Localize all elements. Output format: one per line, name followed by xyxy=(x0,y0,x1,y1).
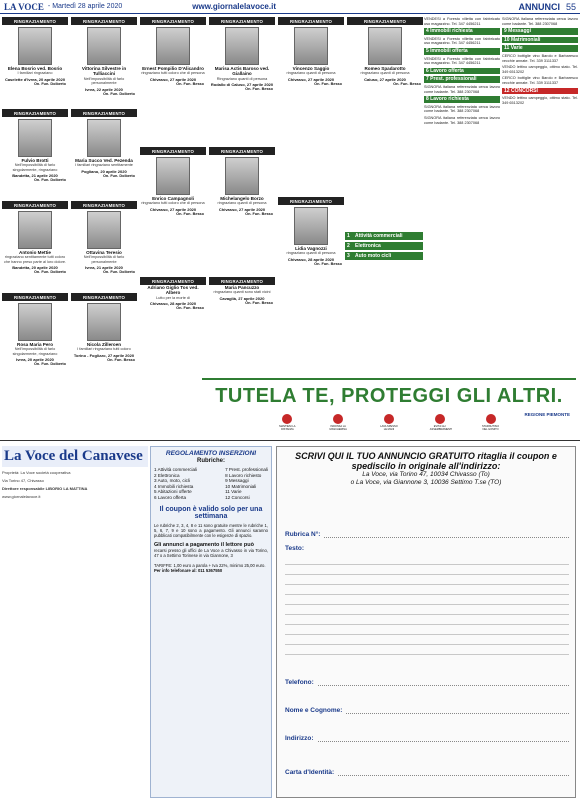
rubric-item: 2 Elettronica xyxy=(154,472,180,478)
classified-item: VENDESI a Foresto villetta con fabbricato uso magazzino. Tel. 347 4456211 xyxy=(424,36,500,46)
obit-label: RINGRAZIAMENTO xyxy=(2,18,68,25)
legend-item xyxy=(345,242,423,250)
obit-funeral: On. Fun. Besso xyxy=(245,300,273,305)
field-line[interactable] xyxy=(318,736,569,742)
rubric-item: 10 Matrimoniali xyxy=(225,483,257,489)
classified-item: SIGNORA italiana referenziata cerca lavoro come badante. Tel. 388 2307068 xyxy=(424,104,500,114)
field-label: Telefono: xyxy=(285,679,314,686)
obit-place: Bandetta, 21 aprile 2020 xyxy=(12,173,58,179)
obit-text: Nell'impossibilità di farlo singolarmente, ringraziano xyxy=(12,347,58,356)
obit-photo xyxy=(156,27,190,65)
category-header xyxy=(424,96,500,103)
form-address-1: La Voce, via Torino 47, 10034 Chivasso (To) xyxy=(362,471,490,478)
masthead-title: La Voce del Canavese xyxy=(2,446,148,467)
rubric-item: 12 Concorsi xyxy=(225,494,250,500)
rubric-list xyxy=(154,467,268,501)
obit-funeral: On. Fun. Dolberto xyxy=(102,270,135,275)
info-phone: Per info telefonare al: 011 5367550 xyxy=(154,567,223,573)
obit-funeral: On. Fun. Dolberto xyxy=(33,270,66,275)
obit-card xyxy=(278,197,344,266)
obit-label: RINGRAZIAMENTO xyxy=(209,278,275,285)
obit-text: ringraziano quanti di persona xyxy=(286,251,336,256)
obit-funeral: On. Fun. Besso xyxy=(245,87,273,92)
rubrica-field[interactable] xyxy=(285,531,569,538)
legend-label: Attività commerciali xyxy=(355,233,403,239)
obit-text: Ringraziano quanti di persona xyxy=(216,76,268,81)
obit-place: Caluso, 27 aprile 2020 xyxy=(364,76,406,82)
obit-funeral: On. Fun. Besso xyxy=(176,81,204,86)
obit-card xyxy=(140,277,206,310)
obit-funeral: On. Fun. Besso xyxy=(107,357,135,362)
field-label: Nome e Cognome: xyxy=(285,707,343,714)
obit-photo xyxy=(294,207,328,245)
icon-label: EVITA GLI ASSEMBRAMENTI xyxy=(429,425,453,431)
obit-place: Torino - Foglizzo, 27 aprile 2020 xyxy=(73,352,135,358)
obit-photo xyxy=(87,27,121,65)
obit-photo xyxy=(225,27,259,65)
tariff-text: TARIFFE: 1,00 euro a parola + Iva 22%, minimo 25,00 euro. xyxy=(154,562,266,568)
obit-name: Lidia Vagnozzi xyxy=(295,246,327,251)
mask-icon xyxy=(328,414,348,431)
legend-item xyxy=(345,232,423,240)
obit-text: Nell'impossibilità di farlo personalmente xyxy=(83,76,125,86)
obit-label: RINGRAZIAMENTO xyxy=(140,18,206,25)
form-title: SCRIVI QUI IL TUO ANNUNCIO GRATUITO ritaglia il coupon e spediscilo in originale all'indirizzo: xyxy=(295,451,557,471)
publisher-address: Via Torino 47, Chivasso xyxy=(2,478,44,483)
obit-photo xyxy=(18,303,52,341)
obit-label: RINGRAZIAMENTO xyxy=(209,148,275,155)
category-header xyxy=(502,88,578,95)
obit-card xyxy=(209,277,275,305)
legend-item xyxy=(345,252,423,260)
telefono-field[interactable] xyxy=(285,679,569,686)
obit-name: Maria Pancuzzo xyxy=(224,285,260,290)
rubric-item: 4 Immobili richiesta xyxy=(154,483,194,489)
obit-card xyxy=(71,17,137,96)
classified-item: VENDESI a Foresto villetta con fabbricato uso magazzino. Tel. 347 4456211 xyxy=(424,17,500,26)
obit-label: RINGRAZIAMENTO xyxy=(140,148,206,155)
page-header xyxy=(0,0,580,14)
indirizzo-field[interactable] xyxy=(285,735,569,742)
rubric-column-right xyxy=(225,467,268,501)
cat-label: Immobili richiesta xyxy=(430,28,473,35)
obit-name: Romeo Spadarotto xyxy=(364,66,406,71)
icon-label: STARNUTISCI NEL GOMITO xyxy=(482,425,500,431)
coupon-form xyxy=(276,446,576,798)
obit-name: Vincenzo Saggio xyxy=(292,66,330,71)
nome-field[interactable] xyxy=(285,707,569,714)
cat-label: Prest. professionali xyxy=(430,76,477,83)
masthead-block xyxy=(2,446,148,499)
obit-text: ringraziano quanti di persona xyxy=(217,201,267,206)
obituary-grid xyxy=(2,17,424,377)
legend-label: Elettronica xyxy=(355,243,381,249)
obit-label: RINGRAZIAMENTO xyxy=(209,18,275,25)
obit-label: RINGRAZIAMENTO xyxy=(71,202,137,209)
paid-ads-title: Gli annunci a pagamento il lettore può xyxy=(154,542,254,549)
rubric-item: 11 Varie xyxy=(225,489,242,495)
brand: LA VOCE xyxy=(4,1,44,12)
rubric-item: 6 Lavoro offerta xyxy=(154,494,187,500)
rubric-item: 1 Attività commerciali xyxy=(154,467,198,472)
obit-card xyxy=(71,109,137,178)
obit-name: Adriano Giglio Tos ved. Albero xyxy=(147,285,199,296)
obit-card xyxy=(278,17,344,86)
obit-label: RINGRAZIAMENTO xyxy=(71,18,137,25)
obit-text: ringraziano quanti di persona xyxy=(286,71,336,76)
classified-item: SIGNORA italiana referenziata cerca lavoro come badante. Tel. 388 2307068 xyxy=(424,115,500,125)
obit-column-4 xyxy=(209,17,277,377)
rubric-item: 5 Abitazioni offerte xyxy=(154,489,192,495)
cat-num: 6 xyxy=(426,67,429,74)
obit-text: I familiari ringraziano xyxy=(17,71,53,76)
rules-text: Le rubriche 2, 3, 4, 8 e 11 sono gratuite mentre le rubriche 1, 5, 6, 7, 9 e 10 sono a pagamento. Gli annunci saranno pubblicati compatibilmente con le esigenze di spazio. xyxy=(154,522,268,538)
obit-card xyxy=(71,293,137,362)
obit-place: Chivasso, 27 aprile 2020 xyxy=(218,206,266,212)
obit-label: RINGRAZIAMENTO xyxy=(2,294,68,301)
obit-text: ringraziano quanti di persona xyxy=(360,71,410,76)
rules-subtitle: Rubriche: xyxy=(196,458,225,464)
obit-text: ringraziano tutti coloro che di persona xyxy=(141,71,205,76)
obit-photo xyxy=(18,211,52,249)
icon-label: MANTIENI LA DISTANZA xyxy=(279,425,296,431)
category-header xyxy=(424,48,500,55)
obit-photo xyxy=(87,303,121,341)
legend-num: 1 xyxy=(347,233,350,239)
obit-name: Rosa Maria Pero xyxy=(17,342,53,347)
obit-card xyxy=(2,17,68,86)
obit-place: Chivasso, 28 aprile 2020 xyxy=(149,301,197,307)
obit-text: Lutto per la morte di xyxy=(156,295,190,300)
obit-photo xyxy=(156,157,190,195)
classified-item: SIGNORA italiana referenziata cerca lavoro come badante. Tel. 388 2307068 xyxy=(424,84,500,94)
cat-label: CONCORSI xyxy=(510,87,538,94)
obit-name: Ottavina Teresio xyxy=(86,250,122,255)
obit-card xyxy=(71,201,137,274)
obit-column-1 xyxy=(2,17,70,377)
cat-num: 4 xyxy=(426,28,429,35)
obit-funeral: On. Fun. Dolberto xyxy=(102,91,135,96)
obit-place: Pogliano, 20 aprile 2020 xyxy=(81,168,127,174)
obit-column-6 xyxy=(347,17,421,377)
category-header xyxy=(502,45,578,52)
field-label: Indirizzo: xyxy=(285,735,314,742)
obit-funeral: On. Fun. Dolberto xyxy=(33,362,66,367)
obit-name: Fulvio Brotti xyxy=(21,158,49,163)
obit-text: I familiari ringraziano sentitamente xyxy=(75,163,133,168)
cat-num: 10 xyxy=(504,36,510,43)
obit-place: Caselette d'Ivrea, 20 aprile 2020 xyxy=(4,76,66,82)
obit-label: RINGRAZIAMENTO xyxy=(71,110,137,117)
obit-text: Nell'impossibilità di farlo singolarmente, ringraziano xyxy=(12,163,58,172)
coupon-validity: Il coupon è valido solo per una settimana xyxy=(159,505,263,520)
obit-funeral: On. Fun. Besso xyxy=(393,81,421,86)
obit-photo xyxy=(87,211,121,249)
region-logo: REGIONE PIEMONTE xyxy=(524,412,570,417)
sneeze-icon xyxy=(481,414,501,431)
distance-icon xyxy=(277,414,297,431)
director: Direttore responsabile LIBORIO LA MATTINA xyxy=(2,486,88,491)
cat-label: Lavoro offerta xyxy=(430,67,464,74)
obit-text: Nell'impossibilità di farlo personalmente xyxy=(83,255,125,264)
cat-label: Immobili offerta xyxy=(430,47,468,54)
cat-num: 9 xyxy=(504,28,507,35)
obit-column-3 xyxy=(140,17,208,377)
field-line[interactable] xyxy=(318,680,569,686)
classified-item: CERCO bottiglie vino Barolo e Barbaresco vecchie annate. Tel. 339 3111337 xyxy=(502,76,578,85)
obit-name: Michelangelo Borzo xyxy=(220,196,264,201)
cat-num: 8 xyxy=(426,96,429,103)
obit-place: Bandetta, 20 aprile 2020 xyxy=(12,265,58,271)
obit-place: Ivrea, 21 aprile 2020 xyxy=(85,265,123,271)
classifieds xyxy=(424,17,578,377)
masthead-site[interactable]: www.giornalelavoce.it xyxy=(2,494,41,499)
category-legend xyxy=(345,230,423,262)
obit-label: RINGRAZIAMENTO xyxy=(278,198,344,205)
obit-name: Maria Succo Ved. Pezenda xyxy=(75,158,133,163)
obit-label: RINGRAZIAMENTO xyxy=(140,278,206,285)
classifieds-column-1 xyxy=(424,17,500,127)
obit-label: RINGRAZIAMENTO xyxy=(278,18,344,25)
obit-card xyxy=(2,201,68,274)
legend-num: 2 xyxy=(347,243,350,249)
crowd-icon xyxy=(429,414,453,431)
obit-column-5 xyxy=(278,17,346,377)
rubric-item: 7 Prest. professionali xyxy=(225,467,268,472)
rubric-item: 8 Lavoro richiesto xyxy=(225,472,262,478)
obit-funeral: On. Fun. Dolberto xyxy=(33,178,66,183)
rubric-item: 9 Messaggi xyxy=(225,478,249,484)
obit-photo xyxy=(368,27,402,65)
rubric-column-left xyxy=(154,467,197,501)
paid-ads-text: recarsi presso gli uffici de La Voce a Chivasso in via Torino, 47 o a Settimo Torinese in via Giannone, 3 xyxy=(154,548,268,559)
testo-field[interactable] xyxy=(285,545,569,552)
category-header xyxy=(424,28,500,35)
obit-card xyxy=(140,147,206,216)
obit-funeral: On. Fun. Dolberto xyxy=(102,173,135,178)
obit-name: Nicola Zilleroen xyxy=(86,342,122,347)
obit-text: ringraziano tutti coloro che di persona xyxy=(141,201,205,206)
obit-label: RINGRAZIAMENTO xyxy=(2,110,68,117)
publisher: Proprietà: La Voce società cooperativa xyxy=(2,470,71,475)
obit-place: Chivasso, 27 aprile 2020 xyxy=(149,206,197,212)
obit-funeral: On. Fun. Besso xyxy=(176,306,204,311)
health-banner xyxy=(202,378,576,440)
classified-item: VENDO lettino campeggio, ottimo stato. Tel. 349 6513202 xyxy=(502,96,578,105)
obit-text: ringraziano quanti sono stati vicini xyxy=(213,290,271,295)
obit-column-2 xyxy=(71,17,139,377)
field-label: Carta d'Identità: xyxy=(285,769,335,776)
obit-place: Cavaglià, 27 aprile 2020 xyxy=(219,295,265,301)
site-url[interactable]: www.giornalelavoce.it xyxy=(192,2,276,11)
section-divider xyxy=(0,440,580,441)
category-header xyxy=(424,68,500,75)
obit-photo xyxy=(87,119,121,157)
obit-funeral: On. Fun. Besso xyxy=(176,211,204,216)
cat-num: 5 xyxy=(426,47,429,54)
cat-label: Varie xyxy=(510,45,523,52)
obit-name: Enrico Campagnoli xyxy=(152,196,194,201)
obit-name: Marisa Actis Baroso ved. Giallaino xyxy=(214,66,270,77)
cat-label: Lavoro richiesta xyxy=(430,96,469,103)
obit-place: Rodallo di Caluso, 27 aprile 2020 xyxy=(210,82,274,88)
rules-title: REGOLAMENTO INSERZIONI xyxy=(165,450,257,457)
cat-num: 12 xyxy=(504,87,510,94)
handwash-icon xyxy=(379,414,399,431)
obit-label: RINGRAZIAMENTO xyxy=(347,18,423,25)
classifieds-column-2 xyxy=(502,17,578,107)
obit-funeral: On. Fun. Dolberto xyxy=(33,81,66,86)
category-header xyxy=(424,76,500,83)
classified-item: VENDO lettino campeggio, ottimo stato. Tel. 349 6513202 xyxy=(502,65,578,74)
cat-num: 11 xyxy=(504,45,510,52)
legend-label: Auto moto cicli xyxy=(355,253,392,259)
obit-name: Antonio Mettie xyxy=(19,250,51,255)
banner-title: TUTELA TE, PROTEGGI GLI ALTRI. xyxy=(215,385,563,407)
page-number: 55 xyxy=(565,1,576,12)
obit-place: Chivasso, 28 aprile 2020 xyxy=(287,256,335,262)
legend-num: 3 xyxy=(347,253,350,259)
issue-date: - Martedì 28 aprile 2020 xyxy=(47,3,123,10)
obit-place: Chivasso, 27 aprile 2020 xyxy=(149,76,197,82)
text-lines[interactable] xyxy=(285,555,569,655)
obit-name: Vittorina Silvestre in Tulliaccini xyxy=(81,66,127,77)
section-title: ANNUNCI xyxy=(518,1,560,12)
obit-label: RINGRAZIAMENTO xyxy=(71,294,137,301)
form-address-2: o La Voce, via Giannone 3, 10036 Settimo T.se (TO) xyxy=(350,479,502,486)
obit-text: ringraziano sentitamente tutti coloro che hanno preso parte al loro dolore. xyxy=(3,255,67,264)
obit-place: Ivrea, 20 aprile 2020 xyxy=(16,357,54,363)
category-header xyxy=(502,37,578,44)
obit-card xyxy=(209,17,275,91)
field-line[interactable] xyxy=(324,532,569,538)
classified-item: CERCO bottiglie vino Barolo e Barbaresco vecchie annate. Tel. 339 3111337 xyxy=(502,53,578,63)
icon-label: LAVA SPESSO LE MANI xyxy=(380,425,398,431)
obit-photo xyxy=(18,27,52,65)
carta-field[interactable] xyxy=(285,769,569,776)
obit-photo xyxy=(18,119,52,157)
obit-name: Elena Bosrio ved. Bosrio xyxy=(7,66,63,71)
obit-card xyxy=(2,293,68,366)
rubric-item: 3 Auto, moto, cicli xyxy=(154,478,191,484)
banner-icons xyxy=(202,414,576,431)
obit-label: RINGRAZIAMENTO xyxy=(2,202,68,209)
classified-item: SIGNORA italiana referenziata cerca lavoro come badante. Tel. 388 2307068 xyxy=(502,17,578,26)
field-label: Rubrica N°: xyxy=(285,531,321,538)
obit-photo xyxy=(225,157,259,195)
obit-funeral: On. Fun. Besso xyxy=(314,261,342,266)
obit-card xyxy=(140,17,206,86)
category-header xyxy=(502,28,578,35)
cat-num: 7 xyxy=(426,76,429,83)
obit-funeral: On. Fun. Besso xyxy=(314,81,342,86)
obit-funeral: On. Fun. Besso xyxy=(245,211,273,216)
field-line[interactable] xyxy=(346,708,569,714)
cat-label: Messaggi xyxy=(508,28,531,35)
obit-photo xyxy=(294,27,328,65)
obit-card xyxy=(347,17,423,86)
cat-label: Matrimoniali xyxy=(510,36,541,43)
obit-card xyxy=(209,147,275,216)
obit-card xyxy=(2,109,68,182)
field-label: Testo: xyxy=(285,545,305,552)
rules-box xyxy=(150,446,272,798)
obit-text: I familiari ringraziano tutti coloro xyxy=(77,347,131,352)
field-line[interactable] xyxy=(338,770,569,776)
obit-place: Ivrea, 22 aprile 2020 xyxy=(85,86,123,92)
obit-place: Chivasso, 27 aprile 2020 xyxy=(287,76,335,82)
obit-name: Ernest Pompilio D'Alicandro xyxy=(142,66,204,71)
classified-item: VENDESI a Foresto villetta con fabbricato uso magazzino. Tel. 347 4456211 xyxy=(424,56,500,66)
icon-label: INDOSSA LA MASCHERINA xyxy=(329,425,347,431)
